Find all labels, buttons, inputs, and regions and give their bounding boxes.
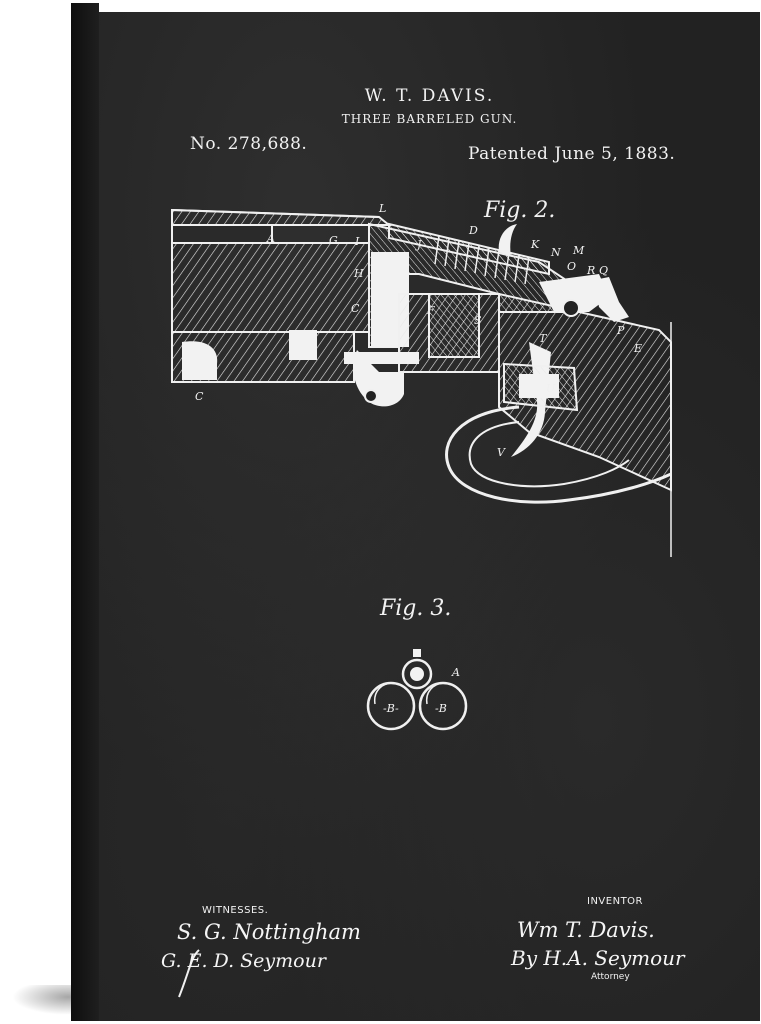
figure-3-drawing: [368, 649, 466, 729]
inventor-label: INVENTOR: [587, 896, 643, 907]
figure-3-label: Fig. 3.: [380, 596, 452, 621]
witness-2-signature: G. E. D. Seymour: [161, 950, 326, 972]
part-label: S: [474, 314, 482, 327]
figure-2-label: Fig. 2.: [484, 198, 556, 223]
part-label: A: [267, 232, 275, 245]
part-label: T: [539, 332, 547, 345]
part-label: K: [531, 238, 540, 251]
part-label: C: [195, 390, 204, 403]
patent-date: Patented June 5, 1883.: [468, 144, 676, 164]
part-label: F: [427, 304, 435, 317]
part-label: N: [551, 246, 561, 259]
part-label: -B: [435, 702, 447, 715]
patent-inventor-name: W. T. DAVIS.: [364, 86, 495, 106]
patent-drawing: [99, 12, 760, 1021]
attorney-signature: By H.A. Seymour: [511, 946, 685, 970]
canvas-print: [99, 12, 760, 1021]
part-label: U: [546, 382, 556, 395]
part-label: H: [354, 267, 364, 280]
part-label: P: [617, 324, 625, 337]
part-label: O: [567, 260, 577, 273]
attorney-label: Attorney: [591, 972, 630, 982]
part-label: D: [469, 224, 478, 237]
witness-1-signature: S. G. Nottingham: [177, 920, 361, 944]
part-label: Q: [599, 264, 609, 277]
canvas-wrap-edge: [71, 3, 99, 1021]
patent-number: No. 278,688.: [190, 134, 308, 154]
patent-title: THREE BARRELED GUN.: [341, 112, 518, 126]
part-label: J: [417, 238, 422, 251]
part-label: C: [351, 302, 360, 315]
inventor-signature: Wm T. Davis.: [517, 918, 655, 942]
part-label: E: [634, 342, 643, 355]
part-label: M: [573, 244, 585, 257]
part-label: A: [452, 666, 460, 679]
witnesses-label: WITNESSES.: [202, 905, 269, 916]
part-label: L: [379, 202, 387, 215]
part-label: V: [497, 446, 505, 459]
part-label: I: [355, 235, 360, 248]
figure-2-drawing: [172, 210, 671, 557]
part-label: -B-: [383, 702, 399, 715]
part-label: R: [587, 264, 596, 277]
part-label: G: [329, 234, 338, 247]
